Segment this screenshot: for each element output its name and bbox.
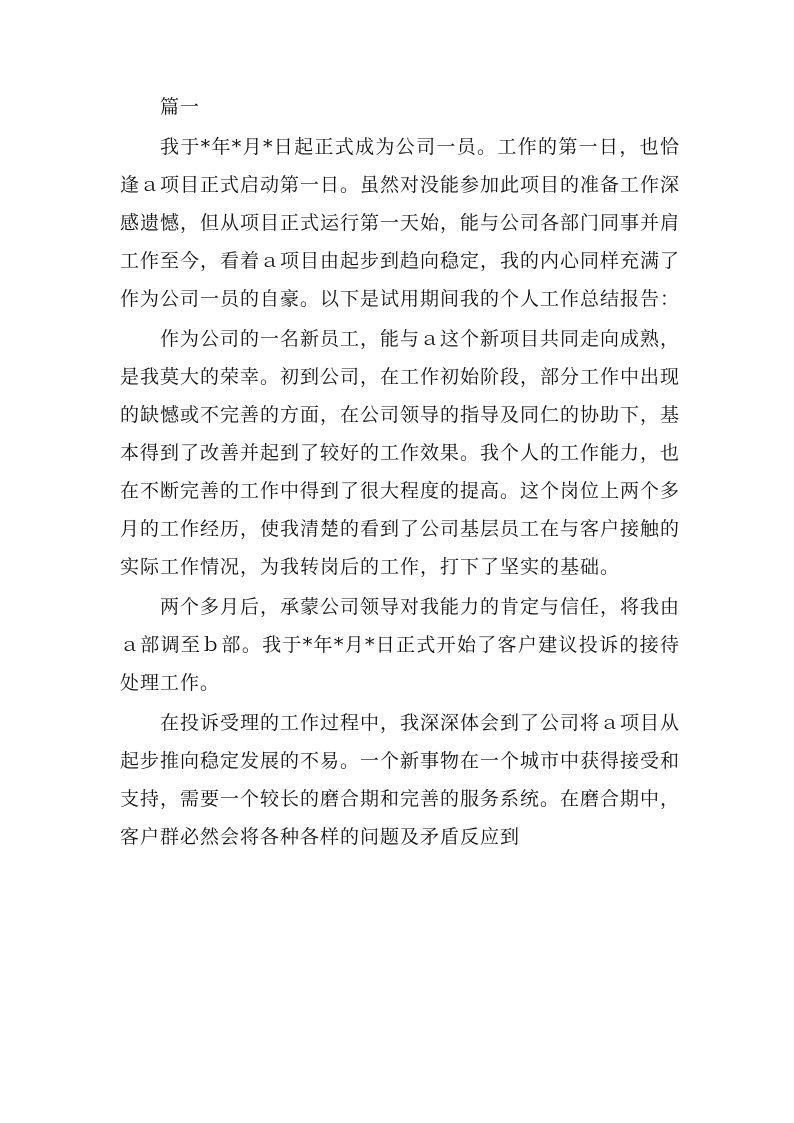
paragraph-1: 我于*年*月*日起正式成为公司一员。工作的第一日，也恰逢ａ项目正式启动第一日。虽然对没能参加此项目的准备工作深感遗憾，但从项目正式运行第一天始，能与公司各部门同事并肩工作至今，看着ａ项目由起步到趋向稳定，我的内心同样充满了作为公司一员的自豪。以下是试用期间我的个人工作总结报告： — [120, 136, 681, 310]
paragraph-2: 作为公司的一名新员工，能与ａ这个新项目共同走向成熟，是我莫大的荣幸。初到公司，在工作初始阶段，部分工作中出现的缺憾或不完善的方面，在公司领导的指导及同仁的协助下，基本得到了改善并起到了较好的工作效果。我个人的工作能力，也在不断完善的工作中得到了很大程度的提高。这个岗位上两个多月的工作经历，使我清楚的看到了公司基层员工在与客户接触的实际工作情况，为我转岗后的工作，打下了坚实的基础。 — [120, 328, 681, 578]
paragraph-3: 两个多月后，承蒙公司领导对我能力的肯定与信任，将我由ａ部调至ｂ部。我于*年*月*日正式开始了客户建议投诉的接待处理工作。 — [120, 596, 681, 694]
paragraph-4: 在投诉受理的工作过程中，我深深体会到了公司将ａ项目从起步推向稳定发展的不易。一个新事物在一个城市中获得接受和支持，需要一个较长的磨合期和完善的服务系统。在磨合期中，客户群必然会将各种各样的问题及矛盾反应到 — [120, 712, 681, 848]
section-heading: 篇一 — [160, 96, 201, 118]
document-body — [120, 88, 680, 858]
